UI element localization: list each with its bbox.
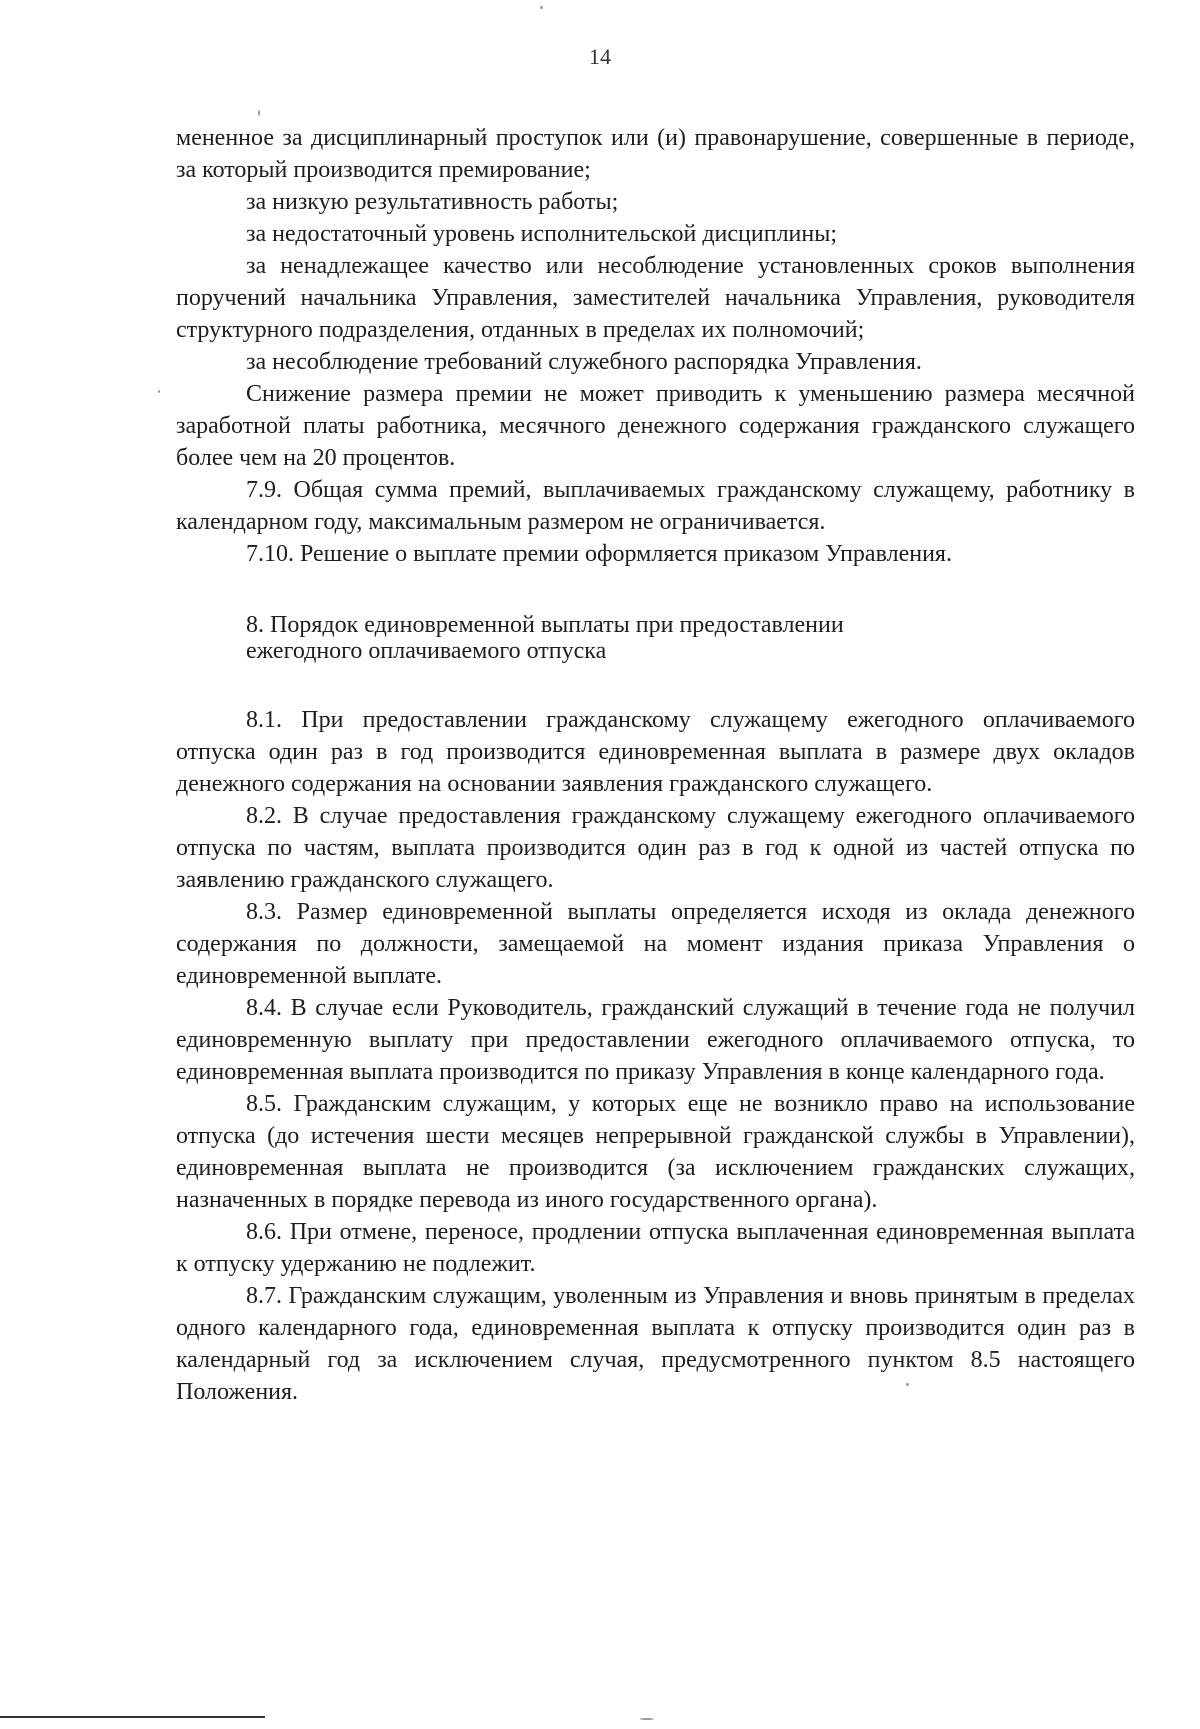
- scan-speck: [258, 110, 260, 116]
- scan-speck: [640, 1718, 654, 1720]
- paragraph-8-3: 8.3. Размер единовременной выплаты определяется исходя из оклада денежного содержания по должности, замещаемой на момент издания приказа Управления о единовременной выплате.: [176, 899, 1135, 989]
- paragraph-8-2: 8.2. В случае предоставления гражданскому служащему ежегодного оплачиваемого отпуска по частям, выплата производится один раз в год к одной из частей отпуска по заявлению гражданского служащего.: [176, 803, 1135, 893]
- scan-speck: [158, 390, 160, 393]
- paragraph-8-6: 8.6. При отмене, переносе, продлении отпуска выплаченная единовременная выплата к отпуску удержанию не подлежит.: [176, 1219, 1135, 1277]
- section-8-body: [176, 704, 1135, 1408]
- paragraph-continuation: мененное за дисциплинарный проступок или (и) правонарушение, совершенные в периоде, за который производится премирование;: [176, 125, 1135, 183]
- bottom-scan-line: [0, 1716, 265, 1718]
- section-7-continuation: [176, 122, 1135, 570]
- paragraph-8-5: 8.5. Гражданским служащим, у которых еще не возникло право на использование отпуска (до истечения шести месяцев непрерывной гражданской службы в Управлении), единовременная выплата не производится (за исключением гражданских служащих, назначенных в порядке перевода из иного государственного органа).: [176, 1091, 1135, 1213]
- paragraph-quality: за ненадлежащее качество или несоблюдение установленных сроков выполнения поручений начальника Управления, заместителей начальника Управления, руководителя структурного подразделения, отданных в пределах их полномочий;: [176, 253, 1135, 343]
- scan-speck: [540, 6, 543, 9]
- section-heading-line-2: ежегодного оплачиваемого отпуска: [246, 638, 607, 664]
- paragraph-discipline: за недостаточный уровень исполнительской дисциплины;: [246, 221, 838, 247]
- paragraph-rules: за несоблюдение требований служебного распорядка Управления.: [246, 349, 922, 375]
- page-number: 14: [589, 44, 611, 69]
- paragraph-low-performance: за низкую результативность работы;: [246, 189, 619, 215]
- document-body: [176, 122, 1135, 1408]
- paragraph-7-10: 7.10. Решение о выплате премии оформляется приказом Управления.: [246, 541, 952, 567]
- paragraph-7-9: 7.9. Общая сумма премий, выплачиваемых гражданскому служащему, работнику в календарном году, максимальным размером не ограничивается.: [176, 477, 1135, 535]
- paragraph-8-1: 8.1. При предоставлении гражданскому служащему ежегодного оплачиваемого отпуска один раз в год производится единовременная выплата в размере двух окладов денежного содержания на основании заявления гражданского служащего.: [176, 707, 1135, 797]
- paragraph-reduction: Снижение размера премии не может приводить к уменьшению размера месячной заработной платы работника, месячного денежного содержания гражданского служащего более чем на 20 процентов.: [176, 381, 1135, 471]
- section-heading-8: [176, 612, 1135, 664]
- paragraph-8-7: 8.7. Гражданским служащим, уволенным из Управления и вновь принятым в пределах одного календарного года, единовременная выплата к отпуску производится один раз в календарный год за исключением случая, предусмотренного пунктом 8.5 настоящего Положения.: [176, 1283, 1135, 1405]
- section-heading-line-1: 8. Порядок единовременной выплаты при предоставлении: [246, 612, 844, 638]
- paragraph-8-4: 8.4. В случае если Руководитель, гражданский служащий в течение года не получил единовременную выплату при предоставлении ежегодного оплачиваемого отпуска, то единовременная выплата производится по приказу Управления в конце календарного года.: [176, 995, 1135, 1085]
- scan-speck: [906, 1383, 909, 1386]
